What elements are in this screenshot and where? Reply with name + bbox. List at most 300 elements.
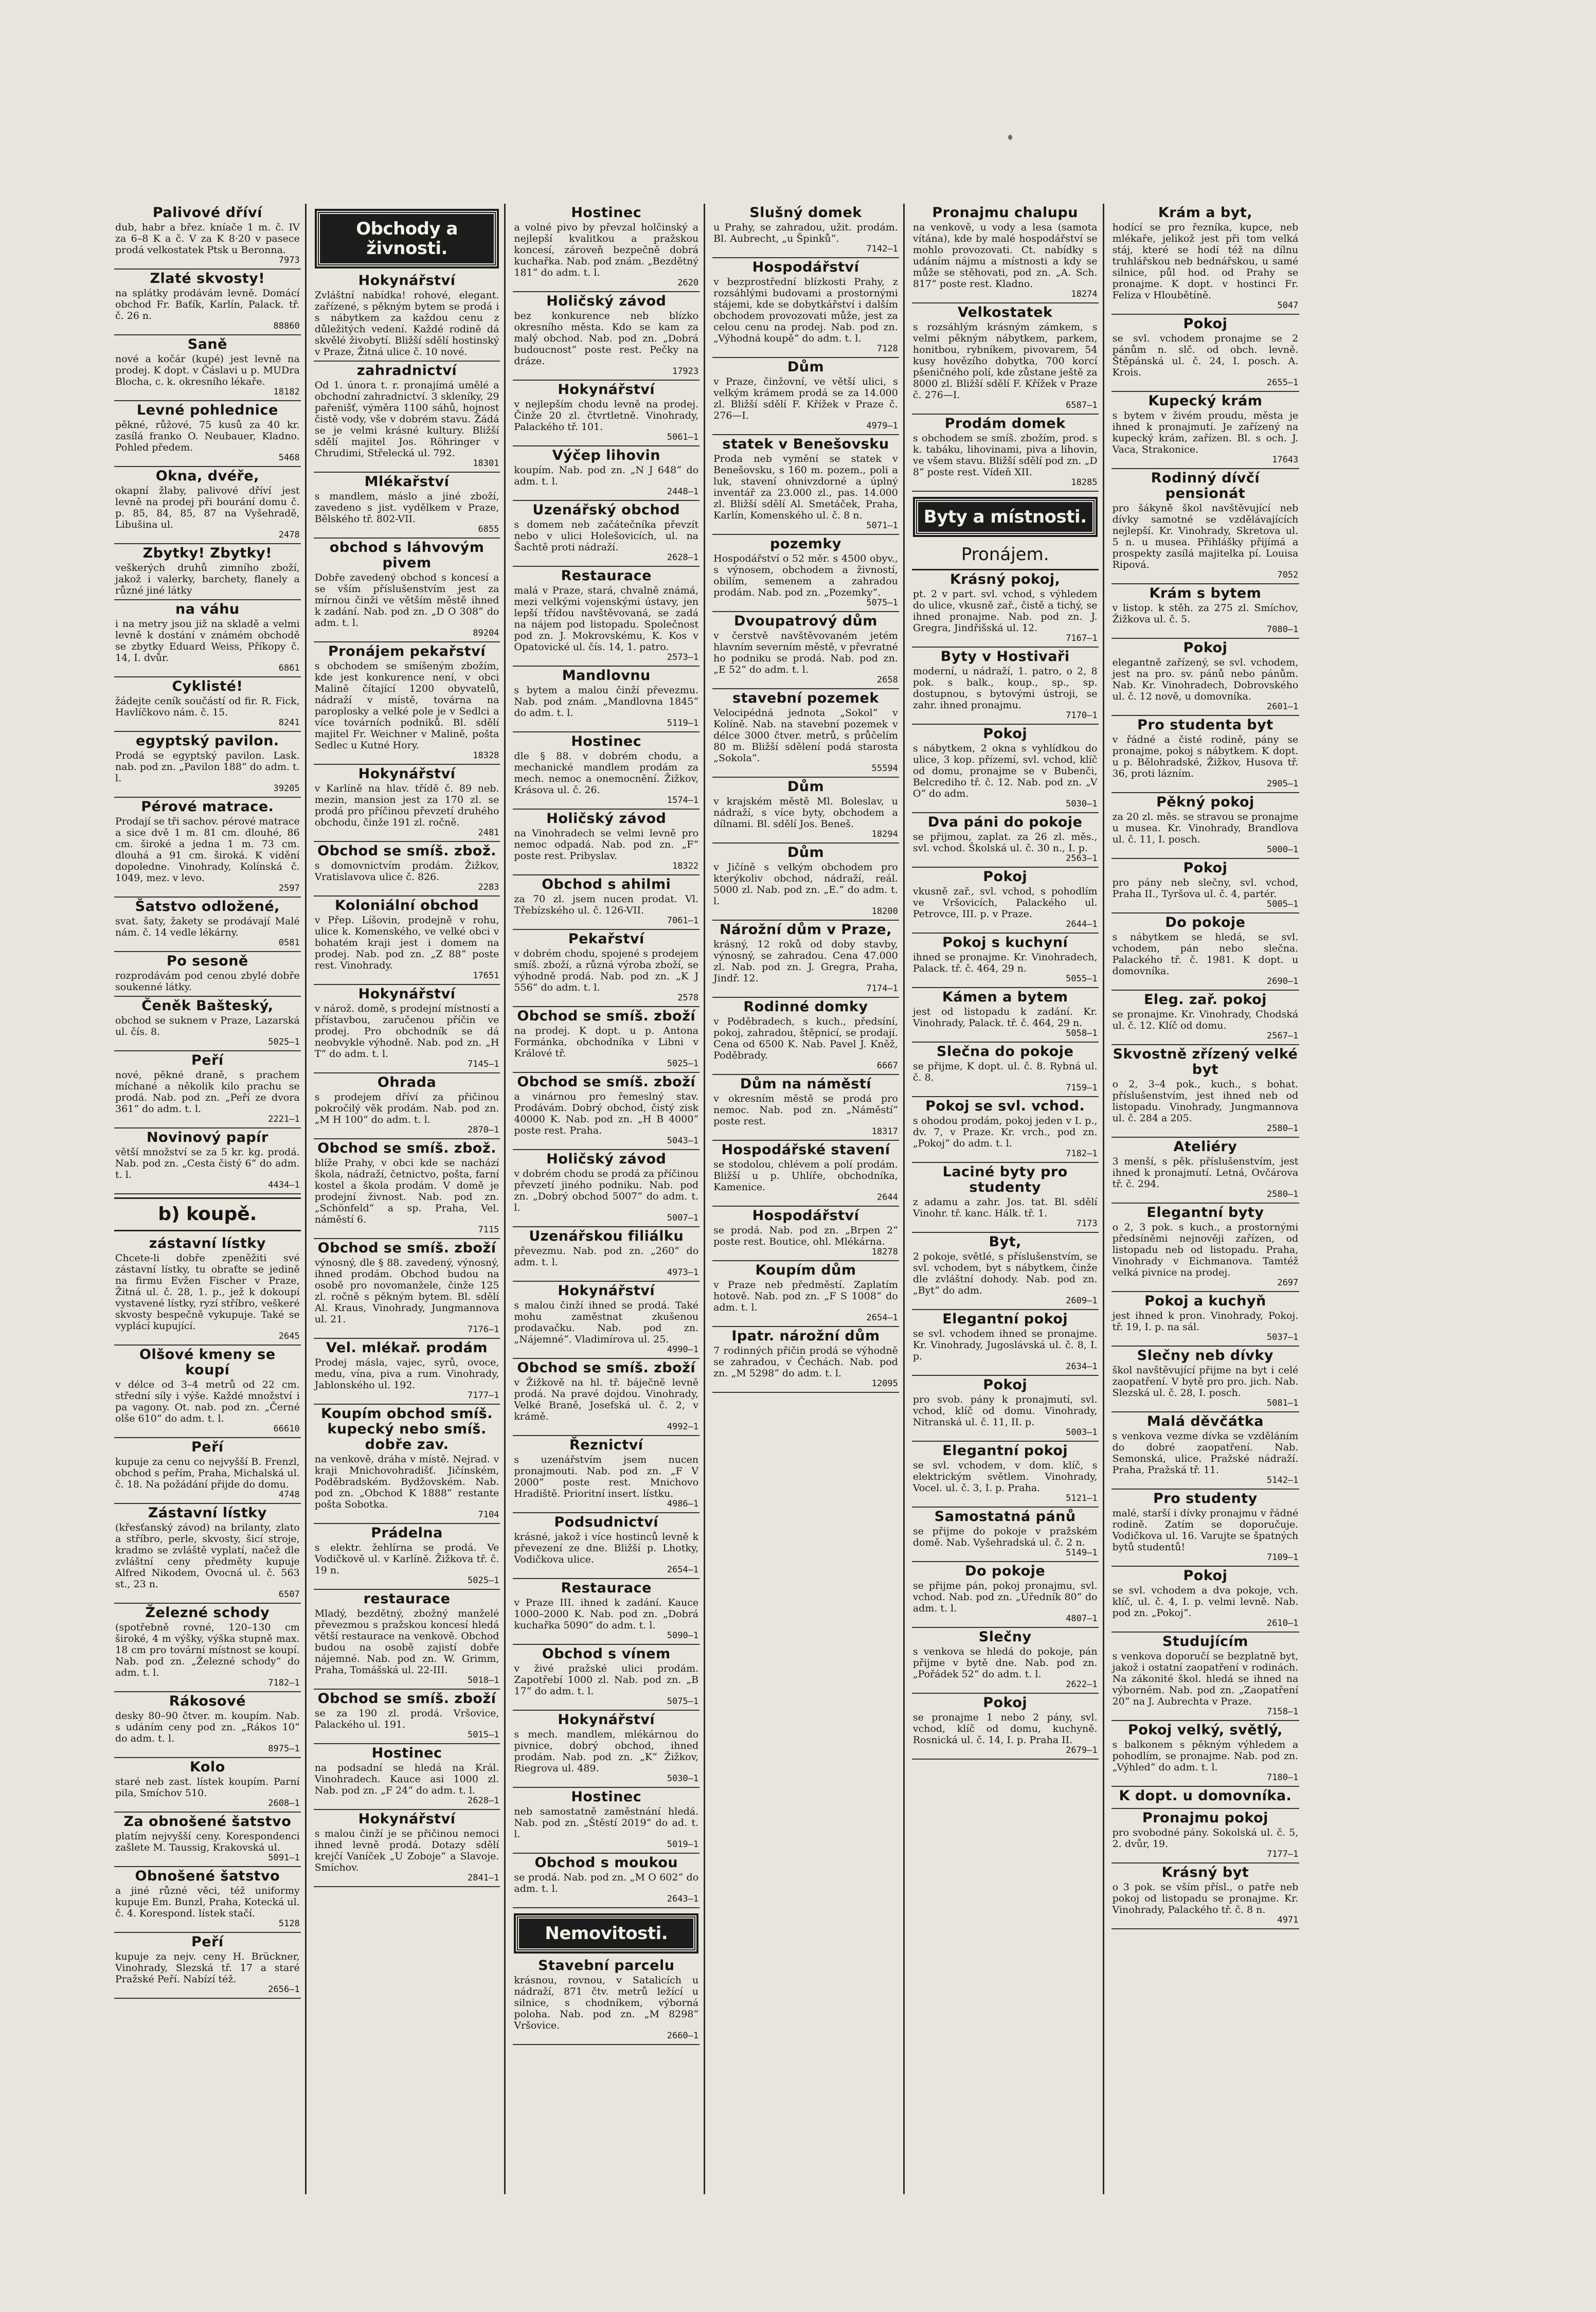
ad-text: kupuje za nejv. ceny H. Brückner, Vinohrady, Slezská tř. 17 a staré Pražské Peří. Nabízí též. [115, 1951, 300, 1985]
ad-code: 2654—1 [667, 1565, 699, 1575]
ad-text: v Jičíně s velkým obchodem pro kterýkoliv obchod, nádraží, reál. 5000 zl. Nab. pod zn. „E.“ do adm. t. l. [713, 862, 898, 907]
ad-code: 5030—1 [1066, 799, 1098, 809]
ad-text: s venkova vezme dívka se vzděláním do dobré zaopatření. Nab. Semonská, ulice. Pražské nádraží. Praha, Pražská tř. 11. [1112, 1430, 1299, 1476]
ad-text: nové, pěkné draně, s prachem míchané a několik kilo prachu se prodá. Nab. pod zn. „Peří ze dvora 361“ do adm. t. l. [115, 1069, 300, 1115]
classified-ad [912, 813, 1099, 868]
ad-title: Pérové matrace. [141, 799, 274, 815]
ad-title: Peří [191, 1439, 224, 1455]
ad-title: Laciné byty pro studenty [942, 1164, 1068, 1195]
ad-code: 2610—1 [1266, 1618, 1299, 1628]
ad-code: 7159—1 [1066, 1083, 1098, 1093]
ad-code: 5090—1 [667, 1630, 699, 1641]
ad-title: Do pokoje [965, 1563, 1046, 1579]
ad-title: Samostatná pánů [934, 1509, 1076, 1525]
ad-text: s uzenářstvím jsem nucen pronajmouti. Nab. pod zn. „F V 2000“ poste rest. Mnichovo Hradiště. Prioritní insert. lístku. [514, 1454, 699, 1499]
ad-code: 5043—1 [667, 1136, 699, 1146]
ad-code: 5025—1 [268, 1037, 300, 1047]
classified-ad [1111, 1787, 1300, 1809]
section-header: Obchody a živnosti. [317, 211, 497, 266]
classified-ad [712, 1075, 899, 1141]
ad-text: o 3 pok. se vším přísl., o patře neb pokoj od listopadu se pronajme. Kr. Vinohrady, Palackého tř. č. 8 n. [1112, 1881, 1299, 1915]
ad-title: Pronajmu pokoj [1142, 1810, 1268, 1826]
ad-code: 7180—1 [1266, 1772, 1299, 1783]
classified-ad [1111, 1567, 1300, 1633]
ad-title: Dům [787, 779, 824, 795]
ad-text: v Praze neb předměstí. Zaplatím hotově. Nab. pod zn. „F S 1008“ do adm. t. l. [713, 1279, 898, 1313]
ad-title: K dopt. u domovníka. [1119, 1788, 1292, 1804]
ad-code: 4992—1 [667, 1422, 699, 1432]
ad-code: 2644—1 [1066, 919, 1098, 929]
classified-ad [1111, 1490, 1300, 1567]
classified-ad [114, 335, 301, 401]
classified-ad [712, 921, 899, 998]
ad-title: Holičský závod [546, 293, 667, 309]
ad-title: Pokoj [1183, 860, 1228, 876]
ad-code: 5055—1 [1066, 974, 1098, 984]
ad-text: jest od listopadu k zadání. Kr. Vinohrady, Palack. tř. č. 464, 29 n. [912, 1006, 1098, 1029]
ad-code: 4748 [278, 1490, 300, 1500]
column-2 [314, 204, 506, 2194]
ad-code: 18322 [672, 861, 699, 871]
ad-title: Hostinec [571, 733, 642, 749]
ad-title: Hostinec [571, 1789, 642, 1805]
ad-title: Obchod se smíš. zbož. [317, 1140, 496, 1156]
ad-title: Pokoj [983, 1695, 1028, 1711]
ad-text: Od 1. února t. r. pronajímá umělé a obchodní zahradnictví. 3 skleníky, 29 pařenišť, výměra 1100 sáhů, hojnost čistě vody, vše v dobrém stavu. Žádá se je velmi krásné kultury. Bližší sdělí majitel Jos. Röhringer v Chrudimi, Střelecká ul. 792. [314, 380, 499, 459]
classified-ad [114, 467, 301, 544]
classified-ad [712, 435, 899, 535]
ad-text: krásný, 12 roků od doby stavby, výnosný, se zahradou. Cena 47.000 zl. Nab. pod zn. J. Gregra, Praha, Jindř. 12. [713, 939, 898, 984]
ad-text: pt. 2 v part. svl. vchod, s výhledem do ulice, vkusně zař., čistě a tichý, se ihned pronajme. Nab. pod zn. J. Gregra, Jindřišská ul. 12. [912, 588, 1098, 634]
ad-title: Zbytky! Zbytky! [142, 545, 273, 561]
ad-title: Hokynářství [558, 1712, 655, 1728]
classified-ad [513, 1073, 700, 1150]
ad-text: na Vinohradech se velmi levně pro nemoc odpadá. Nab. pod zn. „F“ poste rest. Pribyslav. [514, 828, 699, 862]
ad-text: se prodá. Nab. pod zn. „M O 602“ do adm. t. l. [514, 1872, 699, 1894]
classified-ad [1111, 859, 1300, 913]
ad-title: Skvostně zřízený velké byt [1113, 1046, 1298, 1078]
ad-title: Kolo [189, 1759, 225, 1775]
classified-ad [1111, 1863, 1300, 1929]
classified-ad [314, 1744, 500, 1810]
ad-text: převezmu. Nab. pod zn. „260“ do adm. t. l. [514, 1245, 699, 1268]
ad-code: 5075—1 [866, 598, 898, 608]
ad-text: v Praze, činžovní, ve větší ulici, s velkým krámem prodá se za 14.000 zl. Bližší sdělí F. Křížek v Praze č. 276—I. [713, 376, 898, 421]
classified-ad [314, 1690, 500, 1744]
ad-text: v čerstvě navštěvovaném jetém hlavním severním městě, v převratné ho podniku se prodá. Nab. pod zn. „E 52“ do adm. t. l. [713, 630, 898, 675]
ad-title: Po sesoně [166, 953, 248, 969]
ad-code: 5025—1 [667, 1059, 699, 1069]
ad-title: Malá děvčátka [1146, 1413, 1264, 1429]
ad-title: Prádelna [371, 1525, 443, 1541]
ad-title: Výčep lihovin [552, 447, 660, 463]
section-header: Byty a místnosti. [915, 499, 1096, 535]
ad-title: Dva páni do pokoje [927, 814, 1083, 830]
ad-text: nové a kočár (kupé) jest levně na prodej. K dopt. v Čáslavi u p. MUDra Blocha, c. k. okresního lékaře. [115, 353, 300, 387]
ad-code: 7145—1 [468, 1059, 499, 1069]
ad-title: Krásný byt [1161, 1865, 1249, 1880]
ad-code: 5468 [278, 453, 300, 463]
ad-text: dle § 88. v dobrém chodu, a mechanické mandlem prodám za mech. nemoc a onemocnění. Žižkov, Krásova ul. č. 26. [514, 750, 699, 796]
ad-title: egyptský pavilon. [136, 733, 279, 749]
ad-text: malé, starší i dívky pronajmu v řádné rodině. Zatím se doporučuje. Vodičkova ul. 16. Varujte se špatných bytů studentů! [1112, 1508, 1299, 1553]
ad-text: o 2, 3–4 pok., kuch., s bohat. příslušenstvím, jest ihned neb od listopadu. Vinohrady, Jungmannova ul. č. 284 a 205. [1112, 1079, 1299, 1124]
ad-title: Hospodářství [752, 1208, 859, 1224]
ad-title: Hokynářství [358, 766, 456, 782]
ad-title: Dům na náměstí [740, 1076, 872, 1092]
classified-ad [513, 1788, 700, 1854]
ad-code: 5000—1 [1266, 845, 1299, 855]
ad-title: Uzenářský obchod [532, 502, 680, 518]
classified-ad [513, 1957, 700, 2045]
ad-title: Pokoj a kuchyň [1144, 1293, 1266, 1309]
classified-ad [114, 401, 301, 467]
ad-text: na prodej. K dopt. u p. Antona Formánka, obchodníka v Libni v Králové tř. [514, 1025, 699, 1059]
ad-code: 2679—1 [1066, 1745, 1098, 1755]
ad-title: Cyklisté! [172, 678, 243, 694]
classified-ad [114, 1933, 301, 1999]
ad-title: restaurace [363, 1591, 451, 1607]
ad-text: se svl. vchodem a dva pokoje, vch. klíč, ul. č. 4, I. p. velmi levně. Nab. pod zn. „Pokoj“. [1112, 1585, 1299, 1619]
ad-text: kupuje za cenu co nejvyšší B. Frenzl, obchod s peřím, Praha, Michalská ul. č. 18. Na požádání přijde do domu. [115, 1456, 300, 1490]
ad-code: 4986—1 [667, 1499, 699, 1509]
ad-text: v nárož. domě, s prodejní místností a přístavbou, zaručenou příčin ve prodej. Pro obchodník se dá neobvykle výhodně. Nab. pod zn. „H T“ do adm. t. l. [314, 1003, 499, 1060]
ad-code: 5037—1 [1266, 1332, 1299, 1342]
ad-code: 4973—1 [667, 1267, 699, 1278]
classified-ad [314, 1339, 500, 1405]
ad-title: Pro studenta byt [1137, 717, 1274, 733]
ad-text: (spotřebně rovné, 120–130 cm široké, 4 m výšky, výška stupně max. 18 cm pro tovární místnost se koupí. Nab. pod zn. „Železné schody“ do adm. t. l. [115, 1622, 300, 1678]
classified-ad [114, 1604, 301, 1692]
ad-text: malá v Praze, stará, chvalně známá, mezi velkými vojenskými ústavy, jen lepší třídou navštěvovaná, se zadá na nájem pod listopadu. Společnost pod zn. J. Mokrovskému, K. Kos v Opatovické ul. čís. 14, 1. patro. [514, 585, 699, 653]
ad-title: Hokynářství [358, 273, 456, 289]
classified-ad [912, 934, 1099, 988]
ad-text: Chcete-li dobře zpeněžiti své zástavní lístky, tu obraťte se jedině na firmu Evžen Fischer v Praze, Žitná ul. č. 28, 1. p., jež k dokoupí vystavené lístky, ryzí stříbro, veškeré skvosty bespečně vykupuje. Také se vyplácí kupující. [115, 1252, 300, 1332]
ad-text: pro svob. pány k pronajmutí, svl. vchod, klíč od domu. Vinohrady, Nitranská ul. č. 11, II. p. [912, 1394, 1098, 1428]
classified-ad [1111, 991, 1300, 1045]
ad-text: se za 190 zl. prodá. Vršovice, Palackého ul. 191. [314, 1708, 499, 1730]
ad-text: se stodolou, chlévem a polí prodám. Bližší u p. Uhlíře, obchodníka, Kamenice. [713, 1159, 898, 1193]
ad-title: Kámen a bytem [942, 989, 1068, 1005]
ad-text: pro pány neb slečny, svl. vchod, Praha II., Tyršova ul. č. 4, partér. [1112, 877, 1299, 900]
ad-title: obchod s láhvovým pivem [329, 540, 485, 571]
ad-code: 5091—1 [268, 1853, 300, 1863]
ad-text: s nábytkem, 2 okna s vyhlídkou do ulice, 3 kop. přízemí, svl. vchod, klíč od domu, pronajme se v Bubenči, Belcrediho tř. č. 12. Nab. pod zn. „V O“ do adm. [912, 743, 1098, 799]
ad-title: Krám s bytem [1149, 585, 1262, 601]
ad-text: koupím. Nab. pod zn. „N J 648“ do adm. t. l. [514, 464, 699, 487]
ad-code: 18182 [273, 387, 300, 397]
column-4 [712, 204, 905, 2194]
classified-ad [114, 732, 301, 798]
ad-code: 5019—1 [667, 1839, 699, 1850]
classified-ad [513, 732, 700, 810]
ad-text: rozprodávám pod cenou zbylé dobře soukenné látky. [115, 970, 300, 993]
ad-title: Palivové dříví [152, 205, 262, 221]
ad-code: 2655—1 [1266, 378, 1299, 388]
classified-ad [513, 501, 700, 567]
ad-code: 5061—1 [667, 432, 699, 442]
ad-title: Restaurace [561, 1580, 652, 1596]
ad-code: 6507 [278, 1589, 300, 1600]
classified-ad [712, 358, 899, 435]
ad-code: 8975—1 [268, 1744, 300, 1754]
ad-text: na venkově, u vody a lesa (samota vítána), kde by malé hospodářství se mohlo provozovati. Ct. nabídky s udáním nájmu a místnosti a kdy se může se stěhovati, pod zn. „A. Sch. 817“ poste rest. Kladno. [912, 222, 1098, 290]
ad-text: se prodá. Nab. pod zn. „Brpen 2“ poste rest. Boutice, ohl. Mlékárna. [713, 1225, 898, 1247]
ad-text: platím nejvyšší ceny. Korespondenci zašlete M. Taussig, Krakovská ul. [115, 1831, 300, 1853]
ad-title: Krám a byt, [1158, 205, 1253, 221]
ad-title: Prodám domek [944, 416, 1066, 432]
ink-speck [1008, 135, 1012, 140]
ad-text: na podsadní se hledá na Král. Vinohradech. Kauce asi 1000 zl. Nab. pod zn. „F 24“ do adm. t. l. [314, 1762, 499, 1796]
ad-code: 5005—1 [1266, 899, 1299, 909]
ad-text: v živé pražské ulici prodám. Zapotřebí 1000 zl. Nab. pod zn. „B 17“ do adm. t. l. [514, 1663, 699, 1697]
ad-title: Pro studenty [1153, 1491, 1258, 1507]
classified-ad [114, 270, 301, 335]
classified-ad [912, 1310, 1099, 1376]
ad-title: Řeznictví [569, 1437, 643, 1453]
ad-text: okapní žlaby, palivové dříví jest levně na prodej při bourání domu č. p. 85, 84, 85, 87 na Vyšehradě, Libušina ul. [115, 485, 300, 530]
ad-title: Restaurace [561, 568, 652, 584]
ad-title: Pokoj [983, 1377, 1028, 1393]
ad-text: s obchodem se smíšeným zbožím, kde jest konkurence není, v obci Malině čítající 1200 obyvatelů, nádraží v místě, továrna na paroplosky a velké pole je v Sedlci a více továrních podniků. Bl. sdělí majitel Fr. Weichner v Malině, pošta Sedlec u Kutné Hory. [314, 660, 499, 751]
classified-ad [712, 778, 899, 844]
ad-text: pro svobodné pány. Sokolská ul. č. 5, 2. dvůr, 19. [1112, 1827, 1299, 1850]
classified-ad [912, 1376, 1099, 1442]
ad-text: Prodej másla, vajec, syrů, ovoce, medu, vína, piva a rum. Vinohrady, Jablonského ul. 192. [314, 1357, 499, 1391]
ad-title: Pokoj [983, 726, 1028, 742]
ad-title: Pokoj se svl. vchod. [925, 1098, 1085, 1114]
ad-code: 4979—1 [866, 421, 898, 431]
ad-code: 2654—1 [866, 1313, 898, 1323]
ad-code: 6587—1 [1066, 400, 1098, 410]
ad-text: v Poděbradech, s kuch., předsíní, pokoj, zahradou, štěpnicí, se prodají. Cena od 6500 K. Nab. Pavel J. Kněž, Poděbrady. [713, 1016, 898, 1061]
classified-ad [114, 1504, 301, 1604]
ad-text: o 2, 3 pok. s kuch., a prostornými předsíněmi nejnověji zařízen, od listopadu neb od listopadu. Praha, Vinohrady v Eichmanova. Tamtéž velká pivnice na prodej. [1112, 1222, 1299, 1278]
ad-text: s elektr. žehlírna se prodá. Ve Vodičkově ul. v Karlíně. Žižkova tř. č. 19 n. [314, 1542, 499, 1576]
classified-ad [114, 677, 301, 732]
ad-title: Za obnošené šatstvo [123, 1814, 292, 1830]
ad-text: staré neb zast. lístek koupím. Parní pila, Smíchov 510. [115, 1776, 300, 1799]
ad-text: v Přep. Líšovin, prodejně v rohu, ulice k. Komenského, ve velké obci v bohatém kraji jest i domem na prodej. Nab. pod zn. „Z 88“ poste rest. Vinohrady. [314, 915, 499, 971]
classified-ad [1111, 1204, 1300, 1292]
ad-code: 2658 [876, 675, 898, 685]
ad-code: 7109—1 [1266, 1552, 1299, 1563]
ad-text: Velocipédná jednota „Sokol“ v Kolíně. Nab. na stavební pozemek v délce 3000 čtver. metrů, s průčelím 80 m. Bližší sdělení podá starosta „Sokola“. [713, 707, 898, 764]
classified-ad [513, 1579, 700, 1645]
classified-ad [513, 1227, 700, 1282]
ad-title: Peří [191, 1934, 224, 1950]
ad-text: Proda neb vymění se statek v Benešovsku, s 160 m. pozem., poli a luk, stavení ohnivzdorné a úplný inventář za 23.000 zl., pas. 14.000 zl. Bližší sdělí Al. Smetáček, Praha, Karlín, Komenského ul. č. 8 n. [713, 453, 898, 521]
ad-text: jest ihned k pron. Vinohrady, Pokoj. tř. 19, I. p. na sál. [1112, 1310, 1299, 1333]
ad-title: Čeněk Bašteský, [141, 998, 274, 1014]
ad-title: Hospodářské stavení [721, 1142, 890, 1158]
classified-ad [114, 798, 301, 898]
ad-code: 5025—1 [468, 1575, 499, 1586]
ad-code: 4807—1 [1066, 1614, 1098, 1624]
ad-text: v délce od 3–4 metrů od 22 cm. střední síly i výše. Každé množství i pa vagony. Ot. nab. pod zn. „Černé olše 610“ do adm. t. l. [115, 1379, 300, 1424]
classified-ad [912, 725, 1099, 813]
ad-title: Obchod se smíš. zboží [317, 1691, 496, 1707]
classified-ad [114, 1692, 301, 1758]
ad-code: 7173 [1076, 1218, 1098, 1229]
classified-ad [912, 868, 1099, 934]
ad-text: s balkonem s pěkným výhledem a pohodlím, se pronajme. Nab. pod zn. „Výhled“ do adm. t. l. [1112, 1739, 1299, 1773]
ad-code: 2690—1 [1266, 976, 1299, 987]
ad-title: Velkostatek [957, 304, 1053, 320]
ad-text: s mandlem, máslo a jiné zboží, zavedeno s jist. vydělkem v Praze, Bělského tř. 802-VII. [314, 491, 499, 525]
ad-code: 7170—1 [1066, 710, 1098, 721]
ad-code: 4434—1 [268, 1180, 300, 1190]
ad-title: Stavební parcelu [538, 1958, 675, 1974]
ad-code: 5047 [1277, 300, 1299, 311]
classified-ad [314, 1239, 500, 1339]
classified-ad [912, 1508, 1099, 1562]
classified-ad [912, 303, 1099, 415]
ad-text: (křesťanský závod) na brilanty, zlato a stříbro, perle, skvosty, šicí stroje, kradmo se zvláště vyplatí, načež dle zvláštní ceny předměty kupuje Alfred Nikodem, Ovocná ul. č. 563 st., 23 n. [115, 1522, 300, 1590]
classified-ad [1111, 1412, 1300, 1490]
classified-ad [513, 1645, 700, 1711]
ad-code: 5015—1 [468, 1730, 499, 1740]
ad-code: 5003—1 [1066, 1427, 1098, 1438]
classified-ad [912, 1163, 1099, 1233]
classified-ad [1111, 1633, 1300, 1721]
classified-ad [513, 292, 700, 381]
ad-title: Elegantní pokoj [942, 1311, 1068, 1327]
classified-ad [712, 258, 899, 358]
ad-title: Pokoj [1183, 316, 1228, 332]
classified-ad [314, 897, 500, 985]
ad-code: 2580—1 [1266, 1123, 1299, 1134]
ad-code: 7128 [876, 344, 898, 354]
classified-ad [114, 1867, 301, 1933]
ad-title: Pokoj [1183, 1568, 1228, 1584]
classified-ad [314, 1810, 500, 1887]
ad-code: 18278 [871, 1247, 898, 1257]
ad-title: Pronájem pekařství [328, 643, 486, 659]
classified-ad [314, 272, 500, 362]
ad-text: Prodají se tři sachov. pérové matrace a sice dvě 1 m. 81 cm. dlouhé, 86 cm. široké a jedna 1 m. 73 cm. dlouhá a 91 cm. široká. K vidění dopoledne. Vinohrady, Kolínská č. 1049, mez. v levo. [115, 816, 300, 884]
classified-ad [1111, 392, 1300, 469]
ad-code: 18328 [473, 750, 499, 761]
ad-code: 5142—1 [1266, 1475, 1299, 1485]
ad-text: a volné pivo by převzal holčinský a nejlepší kvalitkou a pražskou koncesí, zároveň bezpečně dobrá kuchařka. Nab. pod znám. „Bezdětný 181“ do adm. t. l. [514, 222, 699, 278]
classified-ad [712, 612, 899, 689]
ad-code: 5119—1 [667, 718, 699, 728]
classified-ad [712, 844, 899, 921]
classified-ad [314, 1405, 500, 1524]
ad-code: 2620 [677, 278, 699, 288]
classified-ad [114, 600, 301, 677]
classified-ad [1111, 913, 1300, 991]
ad-text: 2 pokoje, světlé, s příslušenstvím, se svl. vchodem, byt s nábytkem, činže dle zvláštní dohody. Nab. pod zn. „Byt“ do adm. [912, 1251, 1098, 1296]
ad-code: 2563—1 [1066, 853, 1098, 864]
classified-ad [1111, 639, 1300, 716]
ad-text: krásnou, rovnou, v Satalicích u nádraží, 871 čtv. metrů ležící u silnice, s chodníkem, výborná poloha. Nab. pod zn. „M 8298“ Vršovice. [514, 1975, 699, 2031]
ad-text: s prodejem dříví za přičinou pokročilý věk prodám. Nab. pod zn. „M H 100“ do adm. t. l. [314, 1091, 499, 1125]
ad-title: Rodinný dívčí pensionát [1151, 470, 1260, 501]
ad-title: pozemky [769, 536, 842, 552]
classified-ad [513, 1007, 700, 1073]
classified-ad [712, 1327, 899, 1393]
classified-ad [912, 1628, 1099, 1694]
ad-title: Holičský závod [546, 811, 667, 827]
ad-code: 5121—1 [1066, 1493, 1098, 1503]
ad-title: Slečny [978, 1629, 1032, 1645]
ad-text: v krajském městě Ml. Boleslav, u nádraží, s více byty, obchodem a dílnami. Bl. sdělí Jos. Beneš. [713, 796, 898, 830]
classified-ad [912, 204, 1099, 303]
classified-ad [114, 1758, 301, 1813]
classified-ad [114, 1234, 301, 1346]
ad-title: Obchod s vínem [542, 1646, 671, 1662]
ad-code: 7052 [1277, 570, 1299, 580]
ad-text: svat. šaty, žakety se prodávají Malé nám. č. 14 vedle lékárny. [115, 916, 300, 938]
ad-code: 5030—1 [667, 1773, 699, 1784]
ad-title: Dům [787, 359, 824, 375]
classified-ad [912, 1442, 1099, 1508]
classified-ad [712, 1141, 899, 1207]
ad-title: Obchod se smíš. zboží [517, 1360, 696, 1376]
ad-code: 18200 [871, 906, 898, 917]
ad-title: Koupím obchod smíš. kupecký nebo smíš. dobře zav. [321, 1406, 493, 1453]
ad-title: Novinový papír [146, 1130, 268, 1145]
ad-code: 2597 [278, 883, 300, 893]
ad-text: v Praze III. ihned k zadání. Kauce 1000–2000 K. Nab. pod zn. „Dobrá kuchařka 5090“ do adm. t. l. [514, 1597, 699, 1631]
ad-code: 17643 [1272, 455, 1299, 465]
classified-ad [314, 1139, 500, 1239]
ad-title: Hokynářství [358, 1811, 456, 1827]
ad-title: Eleg. zař. pokoj [1143, 992, 1267, 1008]
ad-title: Pokoj [983, 869, 1028, 885]
ad-text: hodící se pro řezníka, kupce, neb mlékaře, jelikož jest při tom velká stáj, které se hodí též na dílnu truhlářskou neb bednářskou, u samé silnice, půl hod. od Prahy se pronajme. K dopt. v hostinci Fr. Feliza v Hloubětíně. [1112, 222, 1299, 301]
classified-ad [912, 1233, 1099, 1310]
ad-title: Slečny neb dívky [1137, 1348, 1274, 1364]
ad-code: 7061—1 [667, 916, 699, 926]
subsection-heading: b) koupě. [114, 1197, 301, 1231]
ad-title: Podsudnictví [554, 1514, 659, 1530]
ad-code: 7158—1 [1266, 1707, 1299, 1717]
ad-code: 4990—1 [667, 1345, 699, 1355]
ad-title: Mandlovnu [562, 668, 651, 684]
classified-ad [314, 1073, 500, 1139]
ad-title: Slečna do pokoje [937, 1044, 1074, 1060]
ad-code: 5058—1 [1066, 1028, 1098, 1038]
ad-code: 2622—1 [1066, 1679, 1098, 1690]
column-1 [114, 204, 307, 2194]
ad-title: Hospodářství [752, 259, 859, 275]
ad-code: 18301 [473, 458, 499, 469]
ad-code: 7115 [478, 1225, 499, 1235]
ad-title: Dvoupatrový dům [734, 613, 877, 629]
ad-text: s domem neb začátečníka převzít nebo v ulici Holešovicích, ul. na Šachtě proti nádraží. [514, 519, 699, 553]
ad-text: 7 rodinných přičin prodá se výhodně se zahradou, v Čechách. Nab. pod zn. „M 5298“ do adm. t. l. [713, 1345, 898, 1379]
ad-text: se přijmou, zaplat. za 26 zl. měs., svl. vchod. Školská ul. č. 30 n., I. p. [912, 831, 1098, 854]
ad-title: Obnošené šatstvo [135, 1868, 280, 1884]
classified-ad [513, 667, 700, 732]
column-5 [912, 204, 1104, 2194]
classified-ad [114, 204, 301, 270]
ad-text: v listop. k stěh. za 275 zl. Smíchov, Žižkova ul. č. 5. [1112, 602, 1299, 625]
ad-text: v řádné a čisté rodině, pány se pronajme, pokoj s nábytkem. K dopt. u p. Bělohradské, Žižkov, Husova tř. 36, proti lázním. [1112, 734, 1299, 779]
classified-ad [114, 1128, 301, 1194]
ad-title: Byty v Hostivaři [940, 649, 1070, 665]
ad-title: Elegantní byty [1146, 1205, 1264, 1221]
ad-code: 5149—1 [1066, 1548, 1098, 1558]
ad-code: 88860 [273, 321, 300, 331]
classified-ad [912, 1562, 1099, 1628]
ad-text: Hospodářství o 52 měr. s 4500 obyv., s výnosem, obchodem a živností, obilím, semenem a zahradou prodám. Nab. pod zn. „Pozemky“. [713, 553, 898, 598]
ad-code: 2697 [1277, 1278, 1299, 1288]
ad-code: 2283 [478, 882, 499, 892]
